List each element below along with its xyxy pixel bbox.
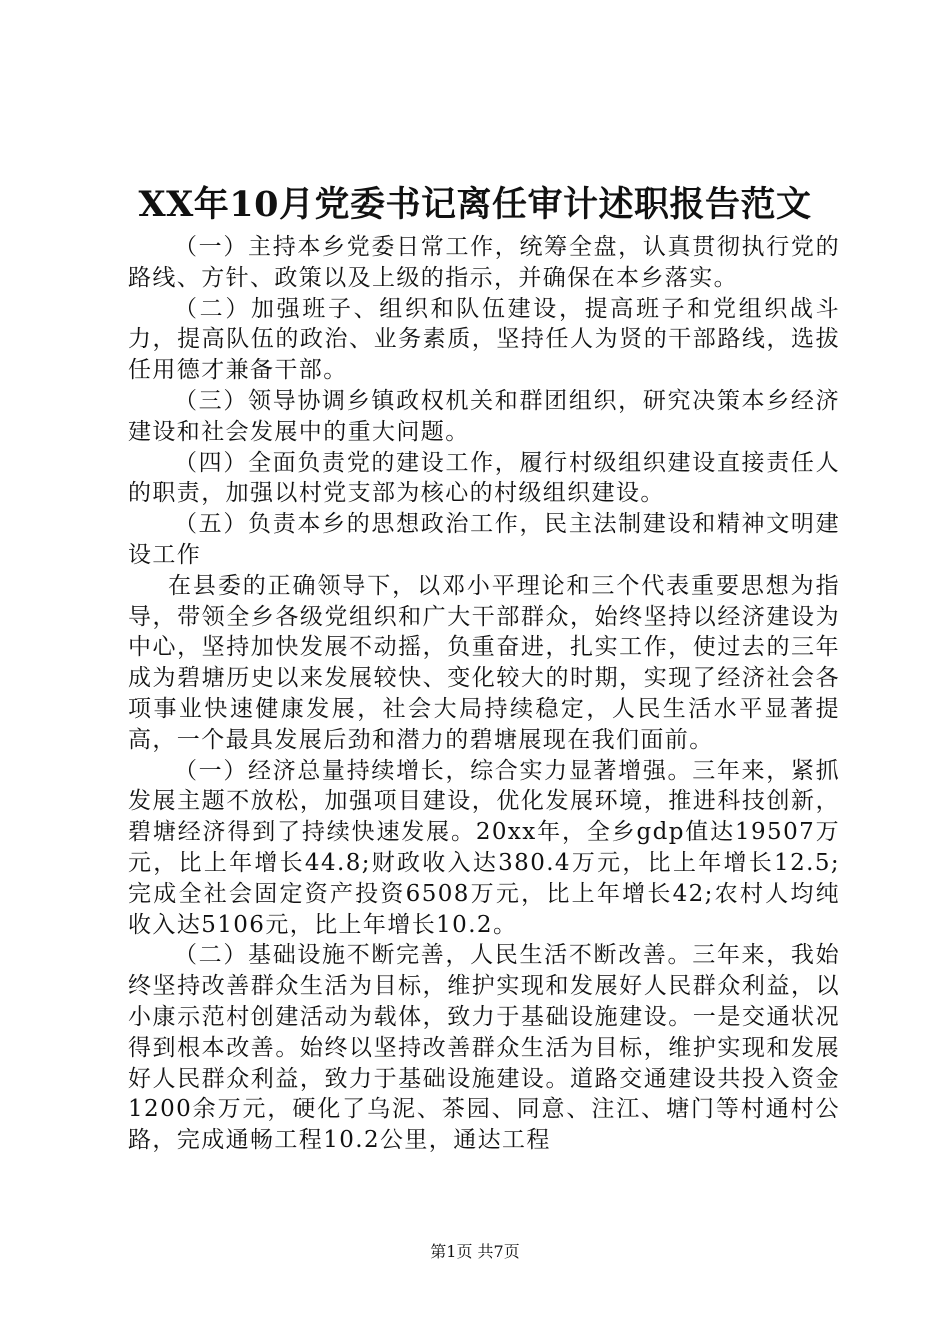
document-title: XX年10月党委书记离任审计述职报告范文 xyxy=(138,184,812,225)
page-footer: 第1页 共7页 xyxy=(430,1242,520,1261)
document-body xyxy=(128,232,840,1156)
paragraph-5: （五）负责本乡的思想政治工作，民主法制建设和精神文明建设工作 xyxy=(128,511,840,568)
paragraph-6: 在县委的正确领导下，以邓小平理论和三个代表重要思想为指导，带领全乡各级党组织和广大干部群众，始终坚持以经济建设为中心，坚持加快发展不动摇，负重奋进，扎实工作，使过去的三年成为碧塘历史以来发展较快、变化较大的时期，实现了经济社会各项事业快速健康发展，社会大局持续稳定，人民生活水平显著提高，一个最具发展后劲和潜力的碧塘展现在我们面前。 xyxy=(128,572,840,753)
paragraph-1: （一）主持本乡党委日常工作，统筹全盘，认真贯彻执行党的路线、方针、政策以及上级的指示，并确保在本乡落实。 xyxy=(128,234,840,291)
paragraph-2: （二）加强班子、组织和队伍建设，提高班子和党组织战斗力，提高队伍的政治、业务素质，坚持任人为贤的干部路线，选拔任用德才兼备干部。 xyxy=(128,295,840,384)
paragraph-7: （一）经济总量持续增长，综合实力显著增强。三年来，紧抓发展主题不放松，加强项目建设，优化发展环境，推进科技创新，碧塘经济得到了持续快速发展。20xx年，全乡gdp值达19507万元，比上年增长44.8;财政收入达380.4万元，比上年增长12.5;完成全社会固定资产投资6508万元，比上年增长42;农村人均纯收入达5106元，比上年增长10.2。 xyxy=(128,757,840,938)
paragraph-3: （三）领导协调乡镇政权机关和群团组织，研究决策本乡经济建设和社会发展中的重大问题。 xyxy=(128,387,840,445)
paragraph-4: （四）全面负责党的建设工作，履行村级组织建设直接责任人的职责，加强以村党支部为核心的村级组织建设。 xyxy=(128,449,840,507)
paragraph-8: （二）基础设施不断完善，人民生活不断改善。三年来，我始终坚持改善群众生活为目标，维护实现和发展好人民群众利益，以小康示范村创建活动为载体，致力于基础设施建设。一是交通状况得到根本改善。始终以坚持改善群众生活为目标，维护实现和发展好人民群众利益，致力于基础设施建设。道路交通建设共投入资金1200余万元，硬化了乌泥、茶园、同意、注江、塘门等村通村公路，完成通畅工程10.2公里，通达工程 xyxy=(128,942,840,1154)
